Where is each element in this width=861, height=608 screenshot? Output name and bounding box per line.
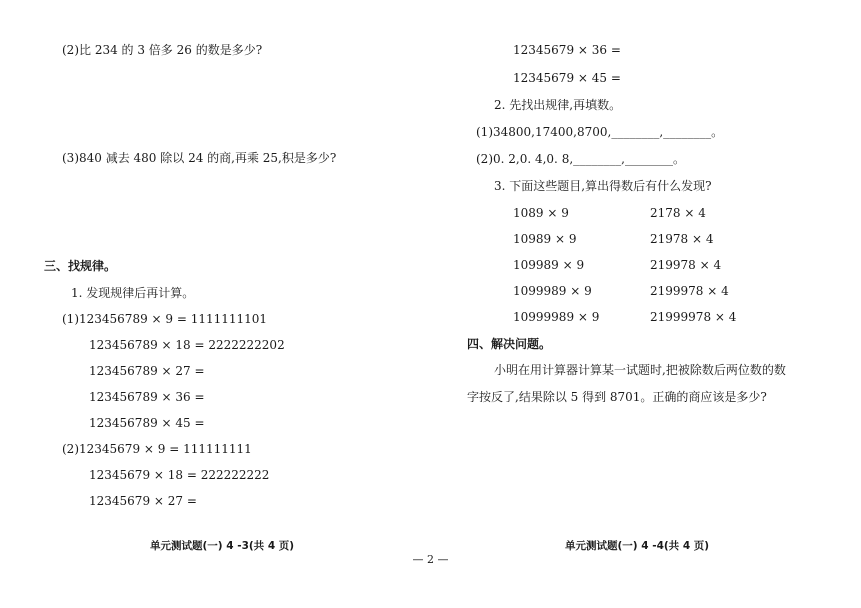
expr-col-b: 219978 × 4: [650, 258, 722, 272]
right-page: [430, 0, 860, 608]
question-2-2: (2)比 234 的 3 倍多 26 的数是多少?: [62, 43, 263, 57]
expr-col-b: 2199978 × 4: [650, 284, 729, 298]
expr-col-b: 2178 × 4: [650, 206, 706, 220]
problem-line: 小明在用计算器计算某一试题时,把被除数后两位数的数: [494, 363, 786, 377]
section-4-title: 四、解决问题。: [467, 337, 552, 351]
group-1-line: 123456789 × 36 =: [89, 390, 205, 404]
group-2-line: 12345679 × 27 =: [89, 494, 197, 508]
sequence-1: (1)34800,17400,8700,________,________。: [476, 125, 724, 139]
problem-line: 字按反了,结果除以 5 得到 8701。正确的商应该是多少?: [467, 390, 767, 404]
section-3-question-3: 3. 下面这些题目,算出得数后有什么发现?: [494, 179, 712, 193]
left-page: [0, 0, 430, 608]
page-number: — 2 —: [412, 553, 449, 566]
group-1-line: 123456789 × 18 = 2222222202: [89, 338, 285, 352]
continued-line: 12345679 × 45 =: [513, 71, 621, 85]
continued-line: 12345679 × 36 =: [513, 43, 621, 57]
expr-col-b: 21999978 × 4: [650, 310, 737, 324]
expr-col-a: 10999989 × 9: [513, 310, 600, 324]
expr-col-b: 21978 × 4: [650, 232, 714, 246]
expr-col-a: 1099989 × 9: [513, 284, 592, 298]
group-1-line: 123456789 × 27 =: [89, 364, 205, 378]
section-3-question-2: 2. 先找出规律,再填数。: [494, 98, 622, 112]
left-footer: 单元测试题(一) 4 -3(共 4 页): [150, 540, 295, 552]
group-2-line: 12345679 × 18 = 222222222: [89, 468, 270, 482]
section-3-title: 三、找规律。: [44, 259, 117, 273]
group-1-line: 123456789 × 45 =: [89, 416, 205, 430]
group-2-line: (2)12345679 × 9 = 111111111: [62, 442, 252, 456]
right-footer: 单元测试题(一) 4 -4(共 4 页): [565, 540, 710, 552]
expr-col-a: 109989 × 9: [513, 258, 585, 272]
expr-col-a: 1089 × 9: [513, 206, 569, 220]
expr-col-a: 10989 × 9: [513, 232, 577, 246]
question-2-3: (3)840 减去 480 除以 24 的商,再乘 25,积是多少?: [62, 151, 337, 165]
group-1-line: (1)123456789 × 9 = 1111111101: [62, 312, 268, 326]
sequence-2: (2)0. 2,0. 4,0. 8,________,________。: [476, 152, 685, 166]
section-3-question-1: 1. 发现规律后再计算。: [71, 286, 195, 300]
